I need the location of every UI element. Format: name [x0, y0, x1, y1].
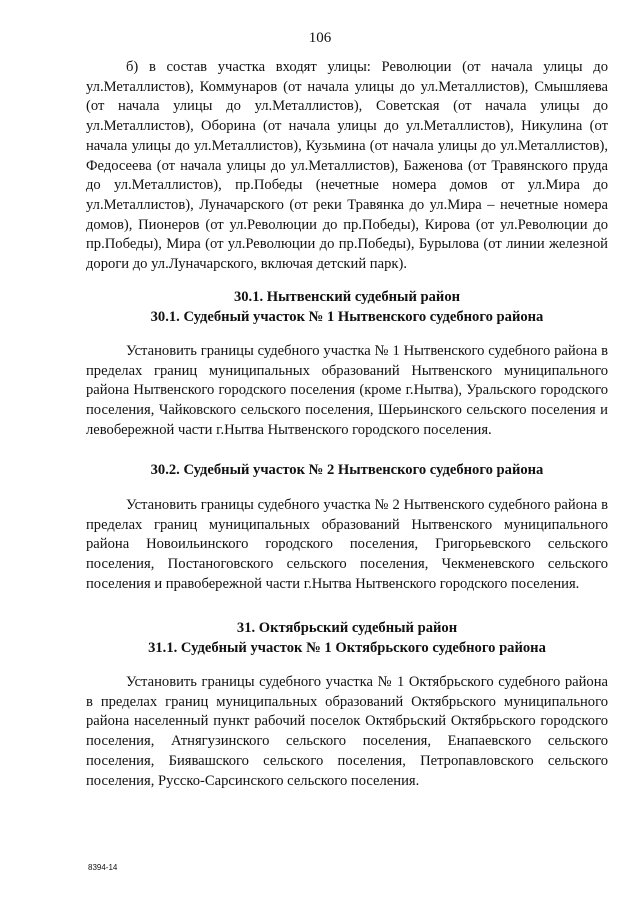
section-30-plot-2-heading [86, 461, 608, 481]
section-30-district-title: 30.1. Нытвенский судебный район [233, 289, 461, 305]
section-30-plot-2-title: 30.2. Судебный участок № 2 Нытвенского судебного района [150, 462, 544, 478]
section-30-plot-1-title: 30.1. Судебный участок № 1 Нытвенского судебного района [150, 308, 544, 325]
intro-paragraph: б) в состав участка входят улицы: Революции (от начала улицы до ул.Металлистов), Коммунаров (от начала улицы до ул.Металлистов), Смышляева (от начала улицы до ул.Металлистов), Советская (от начала улицы до ул.Металлистов), Оборина (от начала улицы до ул.Металлистов), Никулина (от начала улицы до ул.Металлистов), Кузьмина (от начала улицы до ул.Металлистов), Федосеева (от начала улицы до ул.Металлистов), Баженова (от Травянского пруда до ул.Металлистов), пр.Победы (нечетные номера домов от ул.Мира до ул.Металлистов), Луначарского (от реки Травянка до ул.Мира – нечетные номера домов), Пионеров (от ул.Революции до пр.Победы), Кирова (от ул.Революции до пр.Победы), Мира (от ул.Революции до пр.Победы), Бурылова (от линии железной дороги до ул.Луначарского, включая детский парк). [86, 59, 608, 273]
footer-document-code: 8394-14 [88, 863, 118, 872]
section-30-heading [86, 288, 608, 327]
section-30-plot-2-block [86, 496, 608, 595]
section-31-heading [86, 619, 608, 658]
section-31-plot-1-title: 31.1. Судебный участок № 1 Октябрьского судебного района [148, 639, 546, 656]
page-number: 106 [308, 30, 332, 46]
section-31-district-title: 31. Октябрьский судебный район [236, 620, 458, 636]
section-31-plot-1-block [86, 673, 608, 791]
section-30-plot-2-text: Установить границы судебного участка № 2 Нытвенского судебного района в пределах границ муниципальных образований Нытвенского муниципального района Новоильинского городского поселения, Григорьевского сельского поселения, Постаноговского сельского поселения, Чекменевского сельского поселения и правобережной части г.Нытва Нытвенского городского поселения. [86, 497, 608, 592]
section-31-plot-1-text: Установить границы судебного участка № 1 Октябрьского судебного района в пределах границ муниципальных образований Октябрьского муниципального района населенный пункт рабочий поселок Октябрьский Октябрьского городского поселения, Атнягузинского сельского поселения, Енапаевского сельского поселения, Биявашского сельского поселения, Петропавловского сельского поселения, Русско-Сарсинского сельского поселения. [86, 674, 608, 789]
section-30-plot-1-text: Установить границы судебного участка № 1 Нытвенского судебного района в пределах границ муниципальных образований Нытвенского муниципального района Нытвенского городского поселения (кроме г.Нытва), Уральского городского поселения, Чайковского сельского поселения, Шерьинского сельского поселения и левобережной части г.Нытва Нытвенского городского поселения. [86, 343, 608, 438]
section-30-plot-1-block [86, 342, 608, 441]
intro-paragraph-block [86, 58, 608, 275]
